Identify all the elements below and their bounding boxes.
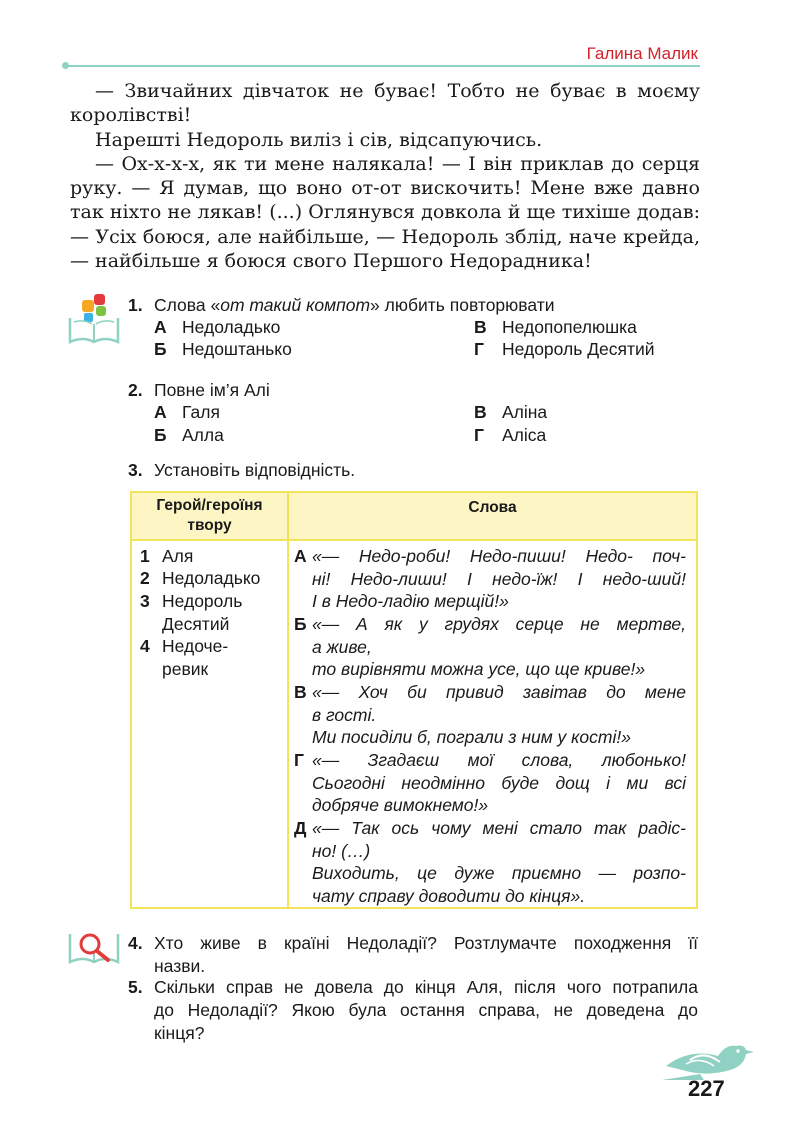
table-row-hero: 3 Недороль Десятий — [140, 591, 243, 634]
table-row-hero: 2 Недоладько — [140, 568, 261, 588]
answer-option: В Недопопелюшка — [474, 317, 637, 337]
question-text-line: назви. — [154, 956, 206, 976]
matching-table — [130, 491, 698, 909]
quote-letter: В — [294, 682, 307, 702]
quote-letter: А — [294, 546, 307, 566]
question-number: 2. — [128, 380, 143, 400]
answer-option: Г Недороль Десятий — [474, 339, 655, 359]
question-1 — [128, 295, 698, 365]
page-number: 227 — [688, 1076, 725, 1101]
answer-option: Б Недоштанько — [154, 339, 292, 359]
quote-text: «— Недо-роби! Недо-пиши! Недо- поч- ні! Недо-лиши! І недо-їж! І недо-ший! І в Недо-ладію мерщій!» — [312, 546, 686, 611]
question-4 — [128, 932, 698, 978]
table-header-words: Слова — [468, 499, 517, 516]
answer-option: А Галя — [154, 402, 220, 422]
question-text-line: кінця? — [154, 1023, 205, 1043]
running-header-author: Галина Малик — [586, 44, 698, 63]
question-5 — [128, 976, 698, 1046]
question-text-line: Скільки справ не довела до кінця Аля, після чого потрапила — [154, 977, 698, 997]
quote-text: «— А як у грудях серце не мертве, а живе, то вирівняти можна усе, що ще криве!» — [312, 614, 686, 679]
table-row-hero: 1 Аля — [140, 546, 194, 566]
question-text-line: до Недоладії? Якою була остання справа, не доведена до — [154, 1000, 698, 1020]
quote-letter: Б — [294, 614, 307, 634]
question-number: 4. — [128, 933, 143, 953]
question-text: Повне ім’я Алі — [154, 380, 270, 400]
answer-option: Г Аліса — [474, 425, 547, 445]
research-section-icon — [66, 926, 122, 970]
table-column-divider — [287, 493, 289, 907]
prose-paragraph: — Звичайних дівчаток не буває! Тобто не буває в моєму королівстві! — [70, 80, 700, 127]
question-3 — [128, 460, 698, 484]
header-rule-dot — [62, 62, 69, 69]
quote-text: «— Хоч би привид завітав до мене в гості. Ми посиділи б, пограли з ним у кості!» — [312, 682, 686, 747]
question-text-line: Хто живе в країні Недоладії? Розтлумачте походження її — [154, 933, 698, 953]
question-number: 3. — [128, 460, 143, 480]
quiz-section-icon — [66, 292, 122, 348]
table-row-hero: 4 Недоче- ревик — [140, 636, 229, 679]
question-2 — [128, 380, 698, 450]
prose-paragraph: Нарешті Недороль виліз і сів, відсапуючись. — [95, 128, 543, 151]
answer-option: А Недоладько — [154, 317, 281, 337]
quote-text: «— Так ось чому мені стало так радіс- но! (…) Виходить, це дуже приємно — розпо- чату справу доводити до кінця». — [312, 818, 686, 906]
question-number: 5. — [128, 977, 143, 997]
question-text: Установіть відповідність. — [154, 460, 356, 480]
story-excerpt — [70, 79, 700, 273]
quote-letter: Д — [294, 818, 307, 838]
question-number: 1. — [128, 295, 143, 315]
prose-paragraph: — Ох-х-х-х, як ти мене налякала! — І він приклав до серця руку. — Я думав, що воно от-от вискочить! Мене вже давно так ніхто не лякав! (...) Оглянувся довкола й ще тихіше додав: — Усіх боюся, але найбільше, — Недороль зблід, наче крейда, — найбільше я боюся свого Першого Недорадника! — [70, 152, 700, 273]
answer-option: В Аліна — [474, 402, 548, 422]
quote-text: «— Згадаєш мої слова, любонько! Сьогодні неодмінно буде дощ і ми всі добряче вимокнемо!» — [312, 750, 686, 815]
quote-letter: Г — [294, 750, 304, 770]
question-text: Слова «от такий компот» любить повторювати — [154, 295, 555, 315]
table-header-heroes: Герой/героїня твору — [156, 497, 263, 534]
header-rule — [66, 65, 700, 67]
answer-option: Б Алла — [154, 425, 224, 445]
